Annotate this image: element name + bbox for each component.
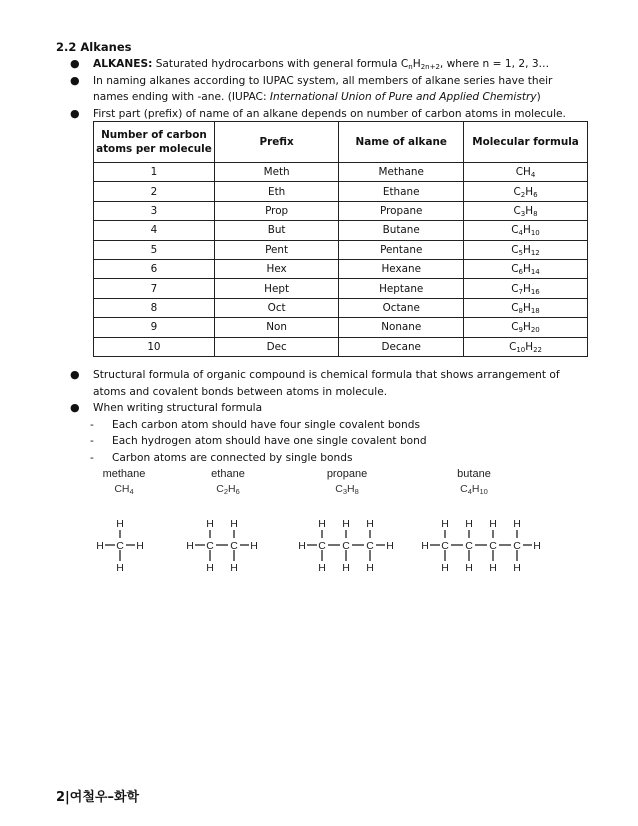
carbon-count-cell: 3 xyxy=(94,201,215,220)
carbon-count-cell: 1 xyxy=(94,163,215,182)
hydrogen-atom: H xyxy=(116,518,124,530)
formula-part: 20 xyxy=(530,326,540,335)
molecular-formula-cell xyxy=(464,163,588,182)
formula-part: C xyxy=(511,243,519,256)
rule-text: Each carbon atom should have four single covalent bonds xyxy=(112,418,420,431)
table-header-row xyxy=(94,122,588,163)
hydrogen-atom: H xyxy=(465,518,473,530)
hydrogen-atom: H xyxy=(366,562,374,574)
bullet-dot-icon: ● xyxy=(70,106,80,120)
molecule-name-label: ethane xyxy=(211,468,245,480)
molecular-formula-cell xyxy=(464,182,588,201)
carbon-atom: C xyxy=(441,540,449,552)
molecular-formula-cell xyxy=(464,259,588,278)
formula-part: 10 xyxy=(516,345,526,354)
alkane-name-cell: Octane xyxy=(339,298,464,317)
hydrogen-atom: H xyxy=(421,540,429,552)
alkane-table xyxy=(93,121,588,357)
carbon-atom: C xyxy=(489,540,497,552)
rule-hydrogen-bond xyxy=(56,433,586,450)
formula-part: 16 xyxy=(530,287,540,296)
formula-part: 18 xyxy=(530,306,540,315)
formula-part: 7 xyxy=(518,287,524,296)
formula-part: C xyxy=(509,340,517,353)
prefix-text: First part (prefix) of name of an alkane depends on number of carbon atoms in molecule. xyxy=(93,107,566,120)
dash-marker: - xyxy=(90,435,94,448)
hydrogen-atom: H xyxy=(513,562,521,574)
formula-part: 4 xyxy=(530,171,536,180)
rule-text: Carbon atoms are connected by single bonds xyxy=(112,451,353,464)
table-row xyxy=(94,318,588,337)
formula-sub: 2n+2 xyxy=(420,63,440,71)
alkane-name-cell: Pentane xyxy=(339,240,464,259)
hydrogen-atom: H xyxy=(441,562,449,574)
formula-part: C xyxy=(513,204,521,217)
page-footer xyxy=(56,786,139,805)
formula-part: 4 xyxy=(518,229,524,238)
hydrogen-atom: H xyxy=(206,562,214,574)
definition-tail: , where n = 1, 2, 3… xyxy=(439,58,550,70)
table-row xyxy=(94,298,588,317)
bullet-iupac xyxy=(56,73,586,106)
prefix-cell: Prop xyxy=(214,201,339,220)
table-row xyxy=(94,221,588,240)
formula-part: C xyxy=(511,224,519,237)
hydrogen-atom: H xyxy=(441,518,449,530)
dash-marker: - xyxy=(90,451,94,464)
hydrogen-atom: H xyxy=(136,540,144,552)
formula-part: 8 xyxy=(533,209,538,218)
formula-part: 2 xyxy=(223,487,228,496)
hydrogen-atom: H xyxy=(342,562,350,574)
formula-part: 6 xyxy=(518,268,524,277)
formula-part: 9 xyxy=(518,326,524,335)
formula-part: 3 xyxy=(342,487,347,496)
formula-sub: n xyxy=(408,63,413,71)
molecule-name-label: methane xyxy=(102,468,146,480)
alkane-bullets xyxy=(56,56,586,122)
carbon-atom: C xyxy=(318,540,326,552)
formula-part: C xyxy=(513,185,521,198)
prefix-cell: Pent xyxy=(214,240,339,259)
carbon-atom: C xyxy=(366,540,374,552)
table-row xyxy=(94,259,588,278)
hydrogen-atom: H xyxy=(116,562,124,574)
formula-part: C xyxy=(460,483,468,495)
carbon-atom: C xyxy=(513,540,521,552)
formula-part: 6 xyxy=(235,487,240,496)
formula-part: 6 xyxy=(533,190,538,199)
prefix-cell: Hept xyxy=(214,279,339,298)
table-row xyxy=(94,240,588,259)
carbon-count-cell: 7 xyxy=(94,279,215,298)
carbon-count-cell: 2 xyxy=(94,182,215,201)
bullet-dot-icon: ● xyxy=(70,401,80,415)
carbon-atom: C xyxy=(206,540,214,552)
prefix-cell: Hex xyxy=(214,259,339,278)
carbon-count-cell: 6 xyxy=(94,259,215,278)
hydrogen-atom: H xyxy=(318,518,326,530)
carbon-count-cell: 8 xyxy=(94,298,215,317)
hydrogen-atom: H xyxy=(533,540,541,552)
page-number: 2 xyxy=(56,790,66,805)
carbon-atom: C xyxy=(230,540,238,552)
footer-separator: | xyxy=(65,790,70,805)
structural-formulas xyxy=(0,460,638,580)
bullet-structural-formula xyxy=(56,367,586,400)
alkane-name-cell: Nonane xyxy=(339,318,464,337)
alkane-name-cell: Heptane xyxy=(339,279,464,298)
formula-part: H xyxy=(523,224,531,237)
formula-part: 12 xyxy=(530,248,540,257)
prefix-cell: Meth xyxy=(214,163,339,182)
formula-part: 14 xyxy=(530,268,540,277)
iupac-text: In naming alkanes according to IUPAC system, all members of alkane series have their names ending with -ane. (IUPAC: xyxy=(93,74,553,104)
alkane-name-cell: Methane xyxy=(339,163,464,182)
hydrogen-atom: H xyxy=(230,518,238,530)
structural-bullets xyxy=(56,367,586,467)
prefix-cell: Oct xyxy=(214,298,339,317)
formula-part: H xyxy=(523,321,531,334)
formula-part: C xyxy=(511,301,519,314)
table-row xyxy=(94,337,588,356)
formula-part: C xyxy=(511,321,519,334)
iupac-expansion: International Union of Pure and Applied Chemistry xyxy=(269,91,537,104)
formula-part: 4 xyxy=(467,487,472,496)
formula-part: H xyxy=(523,243,531,256)
molecular-formula-cell xyxy=(464,221,588,240)
formula-part: 10 xyxy=(530,229,540,238)
formula-h: H xyxy=(412,58,421,70)
alkane-name-cell: Decane xyxy=(339,337,464,356)
alkanes-term: ALKANES: xyxy=(93,58,153,70)
definition-text: Saturated hydrocarbons with general formula C xyxy=(152,58,409,70)
molecule-name-label: butane xyxy=(457,468,491,480)
formula-part: 4 xyxy=(129,487,134,496)
structural-text: Structural formula of organic compound is chemical formula that shows arrangement of atoms and covalent bonds between atoms in molecule. xyxy=(93,369,560,398)
prefix-cell: Dec xyxy=(214,337,339,356)
prefix-cell: But xyxy=(214,221,339,240)
formula-part: 2 xyxy=(520,190,526,199)
molecule-formula xyxy=(335,483,359,496)
formula-part: H xyxy=(525,204,534,217)
molecular-formula-cell xyxy=(464,298,588,317)
formula-part: 22 xyxy=(533,345,542,354)
col-header-carbon-count: Number of carbon atoms per molecule xyxy=(94,122,215,163)
formula-part: 8 xyxy=(518,306,524,315)
iupac-close: ) xyxy=(536,91,541,104)
col-header-formula: Molecular formula xyxy=(464,122,588,163)
col-header-name: Name of alkane xyxy=(339,122,464,163)
hydrogen-atom: H xyxy=(298,540,306,552)
hydrogen-atom: H xyxy=(186,540,194,552)
formula-part: C xyxy=(335,483,343,495)
molecule-formula xyxy=(114,483,133,496)
bullet-writing-rules xyxy=(56,400,586,417)
table-row xyxy=(94,279,588,298)
formula-part: H xyxy=(525,340,534,353)
formula-part: CH xyxy=(515,166,531,179)
molecular-formula-cell xyxy=(464,279,588,298)
formula-part: H xyxy=(471,483,480,495)
molecular-formula-cell xyxy=(464,337,588,356)
molecular-formula-cell xyxy=(464,318,588,337)
formula-part: H xyxy=(523,263,531,276)
formula-part: H xyxy=(523,301,531,314)
formula-part: H xyxy=(525,185,534,198)
hydrogen-atom: H xyxy=(318,562,326,574)
section-title: 2.2 Alkanes xyxy=(56,40,132,54)
carbon-atom: C xyxy=(116,540,124,552)
molecule-name-label: propane xyxy=(326,468,368,480)
hydrogen-atom: H xyxy=(386,540,394,552)
hydrogen-atom: H xyxy=(342,518,350,530)
molecular-formula-cell xyxy=(464,201,588,220)
structural-formulas-drawing xyxy=(0,460,638,580)
formula-part: 5 xyxy=(518,248,524,257)
molecular-formula-cell xyxy=(464,240,588,259)
prefix-cell: Eth xyxy=(214,182,339,201)
rule-carbon-bonds xyxy=(56,417,586,434)
molecule-formula xyxy=(460,483,488,496)
carbon-count-cell: 9 xyxy=(94,318,215,337)
formula-part: H xyxy=(228,483,236,495)
hydrogen-atom: H xyxy=(230,562,238,574)
formula-part: C xyxy=(511,263,519,276)
prefix-cell: Non xyxy=(214,318,339,337)
bullet-dot-icon: ● xyxy=(70,73,80,87)
alkane-name-cell: Hexane xyxy=(339,259,464,278)
alkane-name-cell: Ethane xyxy=(339,182,464,201)
table-row xyxy=(94,163,588,182)
writing-rules-text: When writing structural formula xyxy=(93,402,263,415)
table-row xyxy=(94,182,588,201)
carbon-count-cell: 5 xyxy=(94,240,215,259)
formula-part: C xyxy=(216,483,224,495)
hydrogen-atom: H xyxy=(366,518,374,530)
carbon-atom: C xyxy=(342,540,350,552)
hydrogen-atom: H xyxy=(513,518,521,530)
hydrogen-atom: H xyxy=(250,540,258,552)
formula-part: 3 xyxy=(520,209,526,218)
alkane-name-cell: Butane xyxy=(339,221,464,240)
formula-part: H xyxy=(347,483,355,495)
col-header-prefix: Prefix xyxy=(214,122,339,163)
hydrogen-atom: H xyxy=(96,540,104,552)
hydrogen-atom: H xyxy=(206,518,214,530)
footer-author: 여철우–화학 xyxy=(69,790,140,805)
table-row xyxy=(94,201,588,220)
formula-part: C xyxy=(511,282,519,295)
carbon-atom: C xyxy=(465,540,473,552)
dash-marker: - xyxy=(90,418,94,431)
alkane-name-cell: Propane xyxy=(339,201,464,220)
formula-part: 10 xyxy=(479,487,488,496)
rule-text: Each hydrogen atom should have one single covalent bond xyxy=(112,435,427,448)
carbon-count-cell: 4 xyxy=(94,221,215,240)
bullet-alkanes-definition xyxy=(56,56,586,73)
molecule-formula xyxy=(216,483,240,496)
bullet-prefix xyxy=(56,106,586,123)
bullet-dot-icon: ● xyxy=(70,368,80,381)
bullet-dot-icon: ● xyxy=(70,57,80,70)
formula-part: H xyxy=(523,282,531,295)
hydrogen-atom: H xyxy=(465,562,473,574)
formula-part: CH xyxy=(114,483,130,495)
formula-part: 8 xyxy=(354,487,359,496)
hydrogen-atom: H xyxy=(489,562,497,574)
carbon-count-cell: 10 xyxy=(94,337,215,356)
hydrogen-atom: H xyxy=(489,518,497,530)
